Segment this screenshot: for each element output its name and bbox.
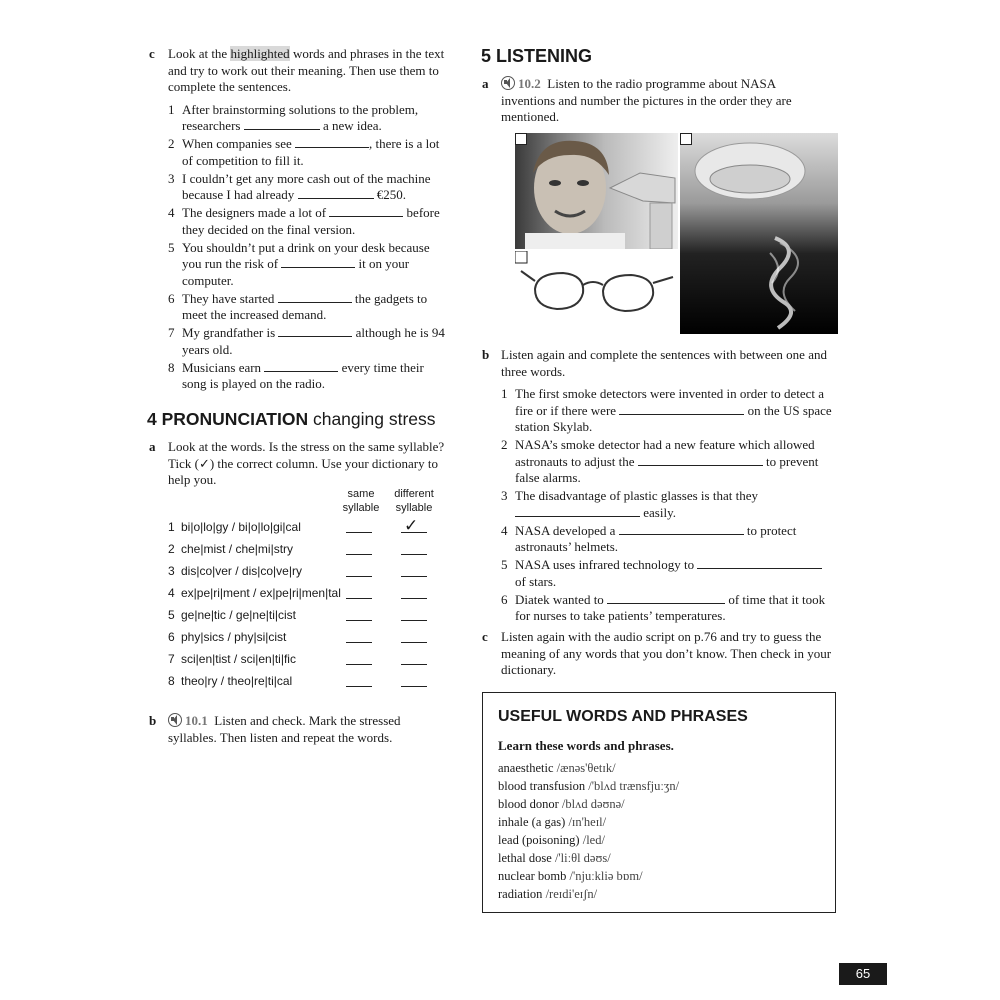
highlighted-word: highlighted xyxy=(230,46,290,61)
answer-blank[interactable] xyxy=(329,205,403,217)
smoke-detector-image xyxy=(680,133,838,334)
track-number: 10.2 xyxy=(518,76,541,91)
exercise-3c xyxy=(149,46,450,394)
exercise-label: b xyxy=(149,713,157,728)
answer-blank[interactable] xyxy=(281,256,355,268)
same-syllable-blank[interactable] xyxy=(346,620,372,621)
sentence-item: 4 NASA developed a to protect astronauts’ helmets. xyxy=(501,522,797,554)
sentence-item: 3 I couldn’t get any more cash out of the machine because I had already €250. xyxy=(168,170,431,202)
section-4-heading: 4 PRONUNCIATION changing stress xyxy=(147,409,436,429)
exercise-instruction: Listen again with the audio script on p.76 and try to guess the meaning of any words that you don’t know. Then check in your dictionary. xyxy=(501,629,832,677)
exercise-instruction: Look at the highlighted words and phrases in the text and try to work out their meaning. Then use them to complete the sentences. xyxy=(168,46,445,94)
different-syllable-blank[interactable] xyxy=(401,642,427,643)
picture-number-box[interactable] xyxy=(515,133,527,145)
picture-number-box[interactable] xyxy=(680,133,692,145)
vocabulary-item: lethal dose /'liːθl dəʊs/ xyxy=(498,851,611,865)
exercise-instruction: Listen and check. Mark the stressed syllables. Then listen and repeat the words. xyxy=(168,713,401,745)
answer-blank[interactable] xyxy=(619,403,744,415)
sentence-item: 3 The disadvantage of plastic glasses is that they easily. xyxy=(501,488,758,520)
exercise-label: a xyxy=(149,439,156,454)
answer-blank[interactable] xyxy=(619,523,744,535)
sentence-list xyxy=(168,102,450,393)
same-syllable-blank[interactable] xyxy=(346,576,372,577)
exercise-4a xyxy=(149,439,450,489)
page-number: 65 xyxy=(839,963,887,985)
boy-thermometer-image xyxy=(515,133,678,249)
answer-blank[interactable] xyxy=(278,291,352,303)
vocabulary-item: lead (poisoning) /led/ xyxy=(498,833,605,847)
exercise-label: c xyxy=(149,46,155,61)
vocabulary-list xyxy=(498,759,679,903)
glasses-image xyxy=(515,251,678,334)
exercise-5a xyxy=(482,76,831,126)
sentence-item: 2 When companies see , there is a lot of competition to fill it. xyxy=(168,136,440,168)
exercise-4b xyxy=(149,713,450,746)
answer-blank[interactable] xyxy=(638,454,763,466)
answer-blank[interactable] xyxy=(295,136,369,148)
vocabulary-item: blood transfusion /'blʌd trænsfjuːʒn/ xyxy=(498,779,680,793)
exercise-instruction: Listen to the radio programme about NASA inventions and number the pictures in the order they are mentioned. xyxy=(501,76,792,124)
column-header-same: same syllable xyxy=(342,488,380,514)
same-syllable-blank[interactable] xyxy=(346,664,372,665)
exercise-instruction: Look at the words. Is the stress on the same syllable? Tick (✓) the correct column. Use your dictionary to help you. xyxy=(168,439,445,487)
exercise-label: b xyxy=(482,347,490,362)
picture-smoke-detector xyxy=(680,133,838,334)
vocabulary-item: inhale (a gas) /ɪn'heɪl/ xyxy=(498,815,607,829)
track-number: 10.1 xyxy=(185,713,208,728)
sentence-item: 2 NASA’s smoke detector had a new feature which allowed astronauts to adjust the to prevent false alarms. xyxy=(501,437,819,485)
sentence-list xyxy=(501,386,834,625)
vocabulary-item: anaesthetic /ænəs'θetɪk/ xyxy=(498,761,616,775)
answer-blank[interactable] xyxy=(278,325,352,337)
useful-words-title: USEFUL WORDS AND PHRASES xyxy=(498,708,748,725)
different-syllable-blank[interactable] xyxy=(401,620,427,621)
answer-blank[interactable] xyxy=(697,557,822,569)
answer-blank[interactable] xyxy=(607,592,725,604)
sentence-item: 4 The designers made a lot of before they decided on the final version. xyxy=(168,205,440,237)
different-syllable-blank[interactable] xyxy=(401,686,427,687)
answer-blank[interactable] xyxy=(244,118,320,130)
audio-icon[interactable] xyxy=(501,76,515,90)
different-syllable-blank[interactable] xyxy=(401,598,427,599)
same-syllable-blank[interactable] xyxy=(346,554,372,555)
answer-blank[interactable] xyxy=(515,505,640,517)
vocabulary-item: radiation /reɪdi'eɪʃn/ xyxy=(498,887,598,901)
picture-thermometer xyxy=(515,133,678,249)
sentence-item: 1 After brainstorming solutions to the problem, researchers a new idea. xyxy=(168,101,419,133)
sentence-item: 6 Diatek wanted to of time that it took for nurses to take patients’ temperatures. xyxy=(501,591,826,623)
exercise-label: a xyxy=(482,76,489,91)
different-syllable-blank[interactable] xyxy=(401,576,427,577)
sentence-item: 1 The first smoke detectors were invented in order to detect a fire or if there were on the US space station Skylab. xyxy=(501,386,832,434)
same-syllable-blank[interactable] xyxy=(346,686,372,687)
useful-words-box xyxy=(482,692,836,913)
sentence-item: 7 My grandfather is although he is 94 years old. xyxy=(168,325,445,357)
picture-glasses xyxy=(515,251,678,334)
sentence-item: 5 NASA uses infrared technology to of stars. xyxy=(501,557,834,590)
answer-blank[interactable] xyxy=(264,360,338,372)
sentence-item: 8 Musicians earn every time their song is played on the radio. xyxy=(168,359,424,391)
same-syllable-blank[interactable] xyxy=(346,532,372,533)
exercise-instruction: Listen again and complete the sentences with between one and three words. xyxy=(501,347,827,379)
section-5-heading: 5 LISTENING xyxy=(481,46,593,66)
pictures-grid xyxy=(514,132,839,335)
answer-blank[interactable] xyxy=(298,187,374,199)
sentence-item: 5 You shouldn’t put a drink on your desk because you run the risk of it on your computer. xyxy=(168,239,430,288)
useful-words-subtitle: Learn these words and phrases. xyxy=(498,738,674,753)
exercise-5c xyxy=(482,629,838,679)
same-syllable-blank[interactable] xyxy=(346,642,372,643)
exercise-label: c xyxy=(482,629,488,644)
column-header-different: different syllable xyxy=(394,488,434,514)
different-syllable-blank[interactable] xyxy=(401,664,427,665)
exercise-5b xyxy=(482,347,834,626)
tick-mark: ✓ xyxy=(404,516,419,535)
audio-icon[interactable] xyxy=(168,713,182,727)
vocabulary-item: blood donor /blʌd dəʊnə/ xyxy=(498,797,625,811)
sentence-item: 6 They have started the gadgets to meet the increased demand. xyxy=(168,290,428,322)
vocabulary-item: nuclear bomb /'njuːkliə bɒm/ xyxy=(498,869,643,883)
different-syllable-blank[interactable] xyxy=(401,554,427,555)
same-syllable-blank[interactable] xyxy=(346,598,372,599)
